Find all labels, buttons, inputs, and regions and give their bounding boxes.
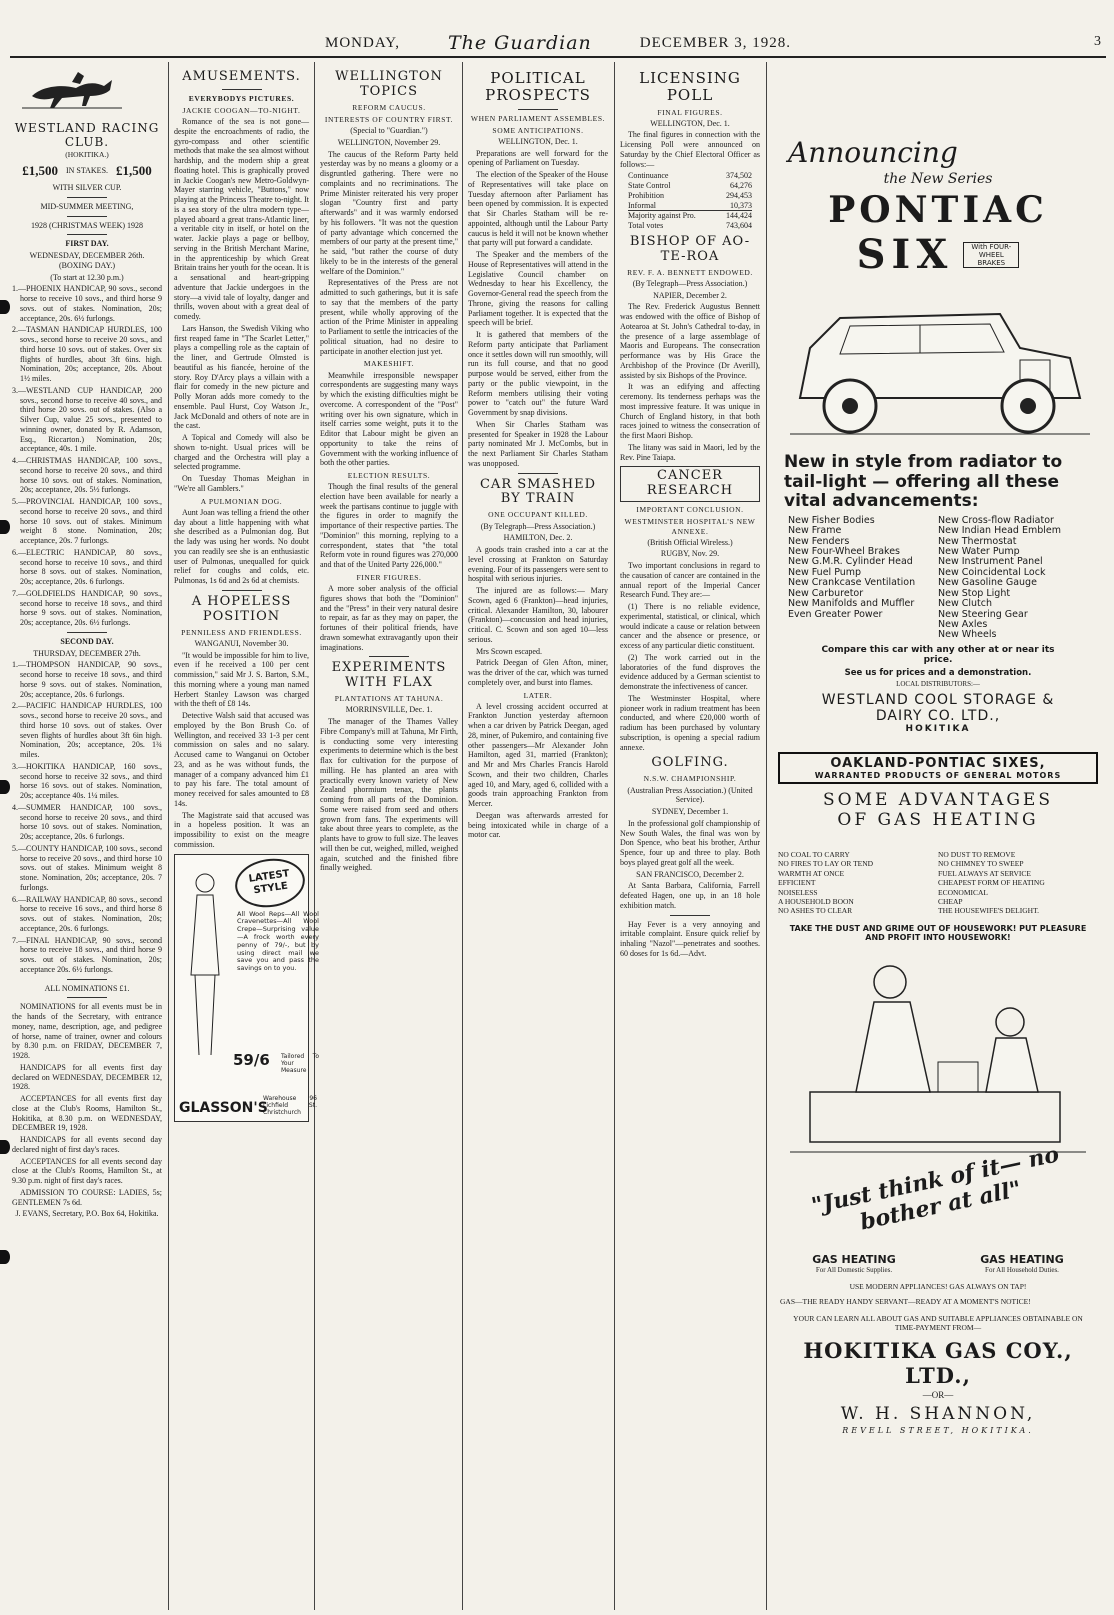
golfing-dateline: SYDNEY, December 1. xyxy=(651,807,729,817)
divider xyxy=(222,590,262,591)
compare-text: Compare this car with any other at or near its price. xyxy=(821,644,1055,665)
advantage-item: FUEL ALWAYS AT SERVICE xyxy=(938,868,1031,878)
feature-item: New G.M.R. Cylinder Head xyxy=(788,556,913,568)
feature-item: New Water Pump xyxy=(938,545,1020,557)
feature-item: New Four-Wheel Brakes xyxy=(788,545,901,557)
article-paragraph: A Topical and Comedy will also be shown to-night. Usual prices will be charged and the Orchestra will play a selected programme. xyxy=(174,433,309,472)
result-value: 374,502 xyxy=(726,171,752,181)
feature-item: New Axles xyxy=(938,619,988,631)
amusements-subheading-2: JACKIE COOGAN—TO-NIGHT. xyxy=(182,106,301,116)
use-appliances-text: USE MODERN APPLIANCES! GAS ALWAYS ON TAP! xyxy=(849,1281,1027,1291)
column-rule xyxy=(614,62,615,1610)
column-rule xyxy=(766,62,767,1610)
article-paragraph: Deegan was afterwards arrested for being intoxicated while in charge of a motor car. xyxy=(468,810,608,840)
article-paragraph: (1) There is no reliable evidence, experimental, statistical, or clinical, which would indicate a cause or relation between cancer and the absence or presence, or excess of any particular dietic constituent. xyxy=(620,602,760,651)
bishop-dateline: NAPIER, December 2. xyxy=(653,290,727,300)
masthead-title: The Guardian xyxy=(447,32,592,54)
advantage-item: NOISELESS xyxy=(778,887,818,897)
first-day-start: (To start at 12.30 p.m.) xyxy=(50,272,124,282)
licensing-dateline: WELLINGTON, Dec. 1. xyxy=(650,118,730,128)
gas-heating-subtitle: For All Household Duties. xyxy=(985,1265,1059,1274)
golfing-heading: GOLFING. xyxy=(651,755,729,771)
gas-heating-subtitle: For All Domestic Supplies. xyxy=(815,1265,893,1274)
interests-subheading: INTERESTS OF COUNTRY FIRST. xyxy=(324,115,454,125)
licensing-subheading: FINAL FIGURES. xyxy=(657,107,723,117)
notice: ACCEPTANCES for all events second day close at the Club's Rooms, Hamilton St., at 9.30 p.m. night of first day's races. xyxy=(12,1156,162,1185)
table-row xyxy=(628,221,752,231)
binding-mark xyxy=(0,780,10,794)
divider xyxy=(67,216,107,217)
gas-heating-left xyxy=(812,1253,896,1274)
advantage-item: THE HOUSEWIFE'S DELIGHT. xyxy=(938,906,1039,916)
gas-heading-1: SOME ADVANTAGES xyxy=(822,790,1053,810)
column-rule xyxy=(168,62,169,1610)
feature-item: New Fuel Pump xyxy=(788,566,862,578)
binding-mark xyxy=(0,1140,10,1154)
result-label: Prohibition xyxy=(628,190,665,200)
feature-item: New Stop Light xyxy=(938,587,1011,599)
gas-heating-title: GAS HEATING xyxy=(980,1252,1064,1266)
bishop-subheading: REV. F. A. BENNETT ENDOWED. xyxy=(627,267,753,277)
wellington-dateline: WELLINGTON, November 29. xyxy=(337,137,441,147)
article-paragraph: A more sober analysis of the official figures shows that both the "Dominion" and the "Press" in their very natural desire to repair, as far as they may on paper, the fortunes of their political friends, have drawn somewhat extravagantly upon their imaginations. xyxy=(320,584,458,652)
result-label: State Control xyxy=(628,181,671,191)
gas-company-name: HOKITIKA GAS COY., LTD., xyxy=(803,1337,1073,1388)
race-entry: 7.—FINAL HANDICAP, 90 sovs., second horse to receive 18 sovs., and third horse 9 sovs. out of stakes. Nomination, 20s; acceptance 20s. 6½ furlongs. xyxy=(12,935,162,974)
first-day-date: WEDNESDAY, DECEMBER 26th. (BOXING DAY.) xyxy=(29,251,145,270)
feature-item: New Clutch xyxy=(938,598,993,610)
feature-item: New Carburetor xyxy=(788,587,864,599)
cancer-credit: (British Official Wireless.) xyxy=(647,537,733,547)
hopeless-dateline: WANGANUI, November 30. xyxy=(194,638,289,648)
pontiac-brand: PONTIAC xyxy=(828,189,1048,231)
notice: ADMISSION TO COURSE: LADIES, 5s; GENTLEMEN 7s 6d. xyxy=(12,1187,162,1207)
pulmonian-heading: A PULMONIAN DOG. xyxy=(200,496,283,506)
brakes-badge: With FOUR-WHEEL BRAKES xyxy=(963,242,1019,268)
race-entry: 3.—WESTLAND CUP HANDICAP, 200 sovs., second horse to receive 40 sovs., and third horse 20 sovs. out of stakes. (Also a Silver Cup, value 25 sovs., presented to winning owner, donated by R. Adamson, Esq., Riccarton.) Nomination, 20s; acceptance, 40s. 1 mile. xyxy=(12,385,162,454)
advantages-left xyxy=(778,850,938,916)
divider xyxy=(67,234,107,235)
article-paragraph: Mrs Scown escaped. xyxy=(476,646,542,656)
second-day-races xyxy=(12,660,162,974)
masthead xyxy=(10,30,1106,58)
feature-item: New Cross-flow Radiator xyxy=(938,514,1054,526)
advantage-item: NO FIRES TO LAY OR TEND xyxy=(778,859,874,869)
race-entry: 5.—COUNTY HANDICAP, 100 sovs., second horse to receive 20 sovs., and third horse 10 sovs. out of stakes. Minimum weight 8 stone. Nomination, 20s; acceptance, 20s. 7 furlongs. xyxy=(12,843,162,892)
hopeless-subheading: PENNILESS AND FRIENDLESS. xyxy=(181,627,302,637)
advantage-item: NO DUST TO REMOVE xyxy=(938,850,1016,859)
election-results-heading: ELECTION RESULTS. xyxy=(347,471,431,481)
six-row xyxy=(770,231,1106,278)
later-heading: LATER. xyxy=(523,690,553,700)
housewife-illustration xyxy=(770,942,1106,1172)
gas-heating-right xyxy=(980,1253,1064,1274)
article-paragraph: Aunt Joan was telling a friend the other day about a little happening with what she described as a Pulmonian dog. But the lady was using her words. No doubt you can readily see she is an enthusiastic user of Pulmonas, unequalled for quick relief for coughs and colds, etc. Pulmonas, 1s 6d and 2s 6d at chemists. xyxy=(174,507,309,586)
feature-item: New Fisher Bodies xyxy=(788,514,875,526)
second-day-date: THURSDAY, DECEMBER 27th. xyxy=(33,648,141,658)
first-day-heading: FIRST DAY. xyxy=(65,239,109,249)
article-paragraph: The litany was said in Maori, led by the Rev. Pine Taiapa. xyxy=(620,442,760,462)
tailored-label: Tailored To Your Measure xyxy=(281,1052,319,1075)
feature-item: Even Greater Power xyxy=(788,608,883,620)
wellington-heading: WELLINGTON TOPICS xyxy=(335,69,443,99)
meeting-name: MID-SUMMER MEETING, xyxy=(40,201,134,211)
secretary: J. EVANS, Secretary, P.O. Box 64, Hokitika. xyxy=(15,1209,159,1219)
divider xyxy=(518,109,558,110)
glassons-copy: All Wool Reps—All Wool Cravenettes—All Wool Crepe—Surprising value—A frock worth every penny of 79/-, but by using direct mail we save you and pass the savings on to you. xyxy=(237,909,319,973)
cancer-heading: CANCER RESEARCH xyxy=(620,466,760,502)
masthead-day: MONDAY, xyxy=(325,34,400,51)
prize-right: £1,500 xyxy=(116,163,152,179)
article-paragraph: On Tuesday Thomas Meighan in "We're all Gamblers." xyxy=(174,474,309,493)
result-label: Majority against Pro. xyxy=(628,211,696,221)
article-paragraph: The final figures in connection with the Licensing Poll were announced on Saturday by the Chief Electoral Officer as follows:— xyxy=(620,130,760,169)
reform-caucus: REFORM CAUCUS. xyxy=(352,102,426,112)
hopeless-heading: A HOPELESS POSITION xyxy=(191,593,292,624)
feature-list xyxy=(770,516,1106,641)
advantage-item: NO COAL TO CARRY xyxy=(778,850,850,859)
amusements-subheading: EVERYBODYS PICTURES. xyxy=(188,93,295,103)
article-paragraph: A level crossing accident occurred at Frankton Junction yesterday afternoon when a car driven by Patrick Deegan, aged 28, miner, of Pukemiro, and containing five other passengers—Mr Alexander John Hamilton, aged 31, married (Frankton); and Mr and Mrs Charles Francis Harold Scown, and their two children, Charles aged 10, and Mary, aged 6, collided with a goods train approaching Frankton from Mercer. xyxy=(468,701,608,809)
prize-mid: IN STAKES. xyxy=(65,166,109,176)
article-paragraph: At Santa Barbara, California, Farrell defeated Hagen, one up, in an 18 hole exhibition match. xyxy=(620,881,760,910)
licensing-heading: LICENSING POLL xyxy=(639,69,741,105)
article-paragraph: "It would be impossible for him to live, even if he received a 100 per cent commission," said Mr J. S. Barton, S.M., this morning where a young man named Herbert Stanley Lawson was charged with the theft of £8 14s. xyxy=(174,650,309,709)
dealer-name: WESTLAND COOL STORAGE & DAIRY CO. LTD., xyxy=(821,691,1055,724)
banner-subtitle: WARRANTED PRODUCTS OF GENERAL MOTORS xyxy=(814,770,1062,780)
article-paragraph: The caucus of the Reform Party held yesterday was by no means a gloomy or a disgruntled gathering. There were no complaints and no recriminations. The Prime Minister reiterated his very proper slogan "Country first and party afterwards" and it was warmly endorsed by his followers. "It was not the question of party advantage which concerned the members of our party at the present time," he said, "but rather the course of duty likely to be in the interests of the general welfare of the Dominion." xyxy=(320,149,458,276)
licensing-results-table xyxy=(620,171,760,231)
binding-mark xyxy=(0,520,10,534)
sf-dateline: SAN FRANCISCO, December 2. xyxy=(636,869,744,879)
article-paragraph: Romance of the sea is not gone—despite the encroachments of radio, the gyro-compass and other scientific methods that make the sea almost without hardship, and the modern ship a great floating hotel. This is graphically proved in Jackie Coogan's new Metro-Goldwyn-Mayer starring vehicle, "Buttons," now playing at the Princess Theatre to-night. It is a sea story of the ultra modern type—played aboard a great trans-Atlantic liner, a veritable city in itself, or hotel on the water. Jackie plays a page or bellboy, serving in the British Merchant Marine, in the apprenticeship by which Great Britain trains her youth for the ocean. It is a sensational and heart-gripping adventure that Jackie undergoes in the story—a vivid tale of loyalty, danger and thrills, woven about with a great deal of comedy. xyxy=(174,117,309,322)
binding-mark xyxy=(0,300,10,314)
article-paragraph: The manager of the Thames Valley Fibre Company's mill at Tahuna, Mr Firth, is conducting some very interesting experiments to determine which is the best flax for cultivation for the purpose of milling. He has planted an area with practically every known variety of New Zealand phormium tenax, the plants coming from all parts of the Dominion. Some were raised from seed and others grown from fans. The experiments will take about three years to complete, as the plants have to grow to full size. The leaves will then be cut, weighed, milled, weighed again, scutched and the finished fibre finally weighed. xyxy=(320,717,458,873)
article-paragraph: In the professional golf championship of New South Wales, the final was won by Don Spence, who beat his brother, Arthur Spence, four up and three to play. Both boys played great golf all the week. xyxy=(620,818,760,867)
divider xyxy=(67,197,107,198)
table-row xyxy=(628,171,752,181)
notice: HANDICAPS for all events second day declared night of first day's races. xyxy=(12,1135,162,1154)
table-row xyxy=(628,201,752,212)
feature-item: New Frame xyxy=(788,525,842,537)
race-entry: 6.—RAILWAY HANDICAP, 80 sovs., second horse to receive 16 sovs., and third horse 8 sovs. out of stakes. Nomination, 20s; acceptance, 20s. 6 furlongs. xyxy=(12,894,162,933)
pontiac-advertisement xyxy=(770,66,1106,780)
wellington-topics-column xyxy=(316,66,462,1606)
political-heading: POLITICAL PROSPECTS xyxy=(485,69,591,105)
pontiac-car-illustration xyxy=(770,278,1106,448)
article-paragraph: Though the final results of the general election have been available for nearly a week the partisans continue to juggle with the figures in order to magnify the importance of their respective parties. The "Dominion" this morning, replying to a correspondent, states that "the total Reform vote in round figures was 270,000 and that of the United Party 226,000." xyxy=(320,482,458,570)
advantage-item: CHEAPEST FORM OF HEATING xyxy=(938,878,1045,888)
article-paragraph: Patrick Deegan of Glen Afton, miner, was the driver of the car, which was turned completely over, and burst into flames. xyxy=(468,658,608,687)
finer-figures-heading: FINER FIGURES. xyxy=(356,572,422,582)
club-place: (HOKITIKA.) xyxy=(65,150,109,159)
feature-item: New Gasoline Gauge xyxy=(938,577,1037,589)
shannon-name: W. H. SHANNON, xyxy=(840,1403,1036,1424)
article-paragraph: Meanwhile irresponsible newspaper correspondents are suggesting many ways by which the existing difficulties might be overcome. A correspondent of the "Post" writing over his own signature, which in itself carries some weight, puts it to the Editor that Labour might be given an opportunity to take the reins of Government with the working influence of both the other parties. xyxy=(320,370,458,468)
or-text: —OR— xyxy=(922,1389,954,1400)
woman-figure-illustration xyxy=(179,865,231,1065)
gas-heating-pair xyxy=(770,1253,1106,1274)
flax-subheading: PLANTATIONS AT TAHUNA. xyxy=(334,694,444,704)
feature-item: New Indian Head Emblem xyxy=(938,525,1061,537)
amusements-heading: AMUSEMENTS. xyxy=(182,69,301,84)
dealer-town: HOKITIKA xyxy=(905,723,971,734)
gas-heating-advertisement xyxy=(770,760,1106,1606)
shannon-address: REVELL STREET, HOKITIKA. xyxy=(842,1425,1034,1435)
meeting-week: 1928 (CHRISTMAS WEEK) 1928 xyxy=(30,220,144,230)
feature-list-left xyxy=(788,516,938,641)
flax-dateline: MORRINSVILLE, Dec. 1. xyxy=(345,705,433,715)
feature-item: New Wheels xyxy=(938,629,997,641)
article-paragraph: The Westminster Hospital, where pioneer work in radium treatment has been conducted, and where £20,000 worth of radium has been purchased by voluntary subscription, is opening a special radium annexe. xyxy=(620,693,760,752)
divider xyxy=(222,89,262,90)
advantage-item: WARMTH AT ONCE xyxy=(778,868,845,878)
see-us-text: See us for prices and a demonstration. xyxy=(844,667,1032,678)
feature-item: New Steering Gear xyxy=(938,608,1028,620)
article-paragraph: A goods train crashed into a car at the level crossing at Frankton on Saturday evening. Four of its passengers were sent to hospital with serious injuries. xyxy=(468,545,608,584)
result-label: Total votes xyxy=(628,221,664,231)
divider xyxy=(369,656,409,657)
glassons-price: 59/6 xyxy=(233,1050,270,1069)
gas-heating-title: GAS HEATING xyxy=(812,1252,896,1266)
pontiac-brand-row xyxy=(770,189,1106,231)
article-paragraph: Representatives of the Press are not admitted to such gatherings, but it is safe to say that the members of the party present, while wholly approving of the action of the Prime Minister in appealing to Parliament to settle the intricacies of the political situation, had no desire to participate in another election just yet. xyxy=(320,278,458,356)
first-day-races xyxy=(12,284,162,628)
amusements-column xyxy=(170,66,319,1606)
divider xyxy=(518,473,558,474)
second-day-heading: SECOND DAY. xyxy=(60,636,114,646)
race-entry: 1.—THOMPSON HANDICAP, 90 sovs., second horse to receive 18 sovs., and third horse 9 sovs. out of stakes. Nomination, 20s; acceptance, 20s. 6 furlongs. xyxy=(12,660,162,699)
glassons-address: Warehouse 96 Lichfield St. Christchurch xyxy=(263,1094,317,1117)
makeshift-heading: MAKESHIFT. xyxy=(363,359,415,369)
result-label: Continuance xyxy=(628,171,669,181)
latest-style-badge: LATEST STYLE xyxy=(232,854,308,911)
article-paragraph: The election of the Speaker of the House of Representatives will take place on Tuesday afternoon after Parliament has been opened by commission. It is expected that Sir Charles Statham will be re-appointed, although until the Labour Party caucus is held it will not be known whether that party will put forward a candidate. xyxy=(468,170,608,248)
article-paragraph: The Magistrate said that accused was in a hopeless position. It was an impossibility to exist on the meagre commission. xyxy=(174,810,309,849)
binding-mark xyxy=(0,1250,10,1264)
article-paragraph: Two important conclusions in regard to the causation of cancer are contained in the annual report of the Imperial Cancer Research Fund. They are:— xyxy=(620,561,760,600)
all-nominations: ALL NOMINATIONS £1. xyxy=(44,983,130,993)
feature-item: New Instrument Panel xyxy=(938,556,1043,568)
article-paragraph: It is gathered that members of the Reform party anticipate that Parliament once it settles down will run smoothly, will run its full course, and that no good purpose would be served, either from the party or the public viewpoint, in the Reform members utilising their voting power to "catch out" the future Ward Government by snap divisions. xyxy=(468,330,608,418)
racehorse-illustration xyxy=(12,68,132,112)
feature-item: New Thermostat xyxy=(938,535,1017,547)
divider xyxy=(67,632,107,633)
notice: NOMINATIONS for all events must be in the hands of the Secretary, with entrance money, name, description, age, and pedigree of horse, name of trainer, owner and colours by 8.30 p.m. on FRIDAY, DECEMBER 7, 1928. xyxy=(12,1002,162,1060)
feature-item: New Coincidental Lock xyxy=(938,566,1046,578)
political-subheading: WHEN PARLIAMENT ASSEMBLES. xyxy=(470,113,606,123)
cancer-dateline: RUGBY, Nov. 29. xyxy=(660,549,720,559)
car-subheading: ONE OCCUPANT KILLED. xyxy=(488,510,588,520)
page-number: 3 xyxy=(1094,34,1102,49)
article-paragraph: The Rev. Frederick Augustus Bennett was endowed with the office of Bishop of Aotearoa at St. John's Cathedral to-day, in the presence of a large assemblage of Maoris and Europeans. The consecration performance was by His Grace the Archbishop of the Province (Dr Averill), assisted by six Bishops of the Province. xyxy=(620,302,760,380)
table-row xyxy=(628,211,752,221)
article-paragraph: The injured are as follows:— Mary Scown, aged 6 (Frankton)—head injuries, critical. Alexander Hamilton, 30, labourer (Frankton)—concussion and head injuries, critical. C. Scown and son aged 10—less serious. xyxy=(468,586,608,644)
article-paragraph: Lars Hanson, the Swedish Viking who first reaped fame in "The Scarlet Letter," plays a compelling role as the captain of the liner, and Gertrude Olmsted is beautiful as his fiancée, heroine of the story. Roy D'Arcy plays a villain with a flair for comedy in the new picture and Polly Moran adds more comedy to the ensemble. Paul Hurst, Coy Watson Jr., Jack McDonald and others of note are in the cast. xyxy=(174,323,309,431)
race-entry: 5.—PROVINCIAL HANDICAP, 100 sovs., second horse to receive 20 sovs., and third horse 10 sovs. out of stakes. Minimum weight 8 stone. Nomination, 20s; acceptance, 20s. 7 furlongs. xyxy=(12,497,162,545)
advantage-item: EFFICIENT xyxy=(778,878,816,888)
advantage-item: NO ASHES TO CLEAR xyxy=(778,906,853,916)
news-column xyxy=(616,66,764,1606)
article-paragraph: It was an edifying and affecting ceremony. Its tenderness perhaps was the most impressive feature. It was unique in Church of England history, in that both races joined to witness the consecration of the first Maori Bishop. xyxy=(620,382,760,441)
table-row xyxy=(628,181,752,191)
result-value: 144,424 xyxy=(726,211,752,221)
notice: ACCEPTANCES for all events first day close at the Club's Rooms, Hamilton St., Hokitika, at 8.30 p.m. on WEDNESDAY, DECEMBER 19, 1928. xyxy=(12,1094,162,1133)
race-entry: 7.—GOLDFIELDS HANDICAP, 90 sovs., second horse to receive 18 sovs., and third horse 9 sovs. out of stakes. Nomination, 20s; acceptance, 20s. 6½ furlongs. xyxy=(12,588,162,627)
pontiac-tagline: New in style from radiator to tail-light — offering all these vital advancements: xyxy=(784,452,1063,512)
result-value: 743,604 xyxy=(726,221,752,231)
gas-servant-text: GAS—THE READY HANDY SERVANT—READY AT A MOMENT'S NOTICE! xyxy=(780,1296,1031,1306)
learn-text: YOUR CAN LEARN ALL ABOUT GAS AND SUITABLE APPLIANCES OBTAINABLE ON TIME-PAYMENT FROM— xyxy=(793,1313,1083,1332)
article-paragraph: (2) The work carried out in the laboratories of the fund disproves the evidence adduced by a German scientist to demonstrate the infectiveness of cancer. xyxy=(620,652,760,692)
feature-list-right xyxy=(938,516,1088,641)
announcing-text: Announcing xyxy=(788,136,958,169)
glassons-advertisement xyxy=(174,854,319,1122)
bishop-heading: BISHOP OF AO-TE-ROA xyxy=(629,233,751,264)
take-dust-text: TAKE THE DUST AND GRIME OUT OF HOUSEWORK! PUT PLEASURE AND PROFIT INTO HOUSEWORK! xyxy=(789,923,1087,942)
political-dateline: WELLINGTON, Dec. 1. xyxy=(498,136,578,146)
gas-advantages xyxy=(770,830,1106,916)
advantage-item: A HOUSEHOLD BOON xyxy=(778,896,854,906)
divider xyxy=(670,915,710,916)
prize-line xyxy=(12,163,162,179)
masthead-date: DECEMBER 3, 1928. xyxy=(639,34,791,51)
nazol-advert: Hay Fever is a very annoying and irritable complaint. Ensure quick relief by inhaling "Nazol"—penetrates and soothes. 60 doses for 1s 6d.—Advt. xyxy=(620,919,760,958)
prize-left: £1,500 xyxy=(22,163,58,179)
article-paragraph: The Speaker and the members of the House of Representatives will attend in the Legislative Council chamber on Wednesday to hear his Excellency, the Governor-General read the speech from the Throne, giving the reasons for calling Parliament together. It is expected that the speech will be brief. xyxy=(468,250,608,328)
cancer-subheading-2: WESTMINSTER HOSPITAL'S NEW ANNEXE. xyxy=(624,517,756,536)
advantage-item: CHEAP xyxy=(938,896,963,906)
divider xyxy=(67,997,107,998)
cancer-subheading: IMPORTANT CONCLUSION. xyxy=(636,505,744,515)
race-entry: 3.—HOKITIKA HANDICAP, 160 sovs., second horse to receive 32 sovs., and third horse 16 sovs. out of stakes. Nomination, 20s; acceptance 40s. 1¼ miles. xyxy=(12,761,162,800)
result-value: 294,453 xyxy=(726,190,752,200)
local-distributors: LOCAL DISTRIBUTORS:— xyxy=(896,679,980,688)
race-entry: 2.—PACIFIC HANDICAP HURDLES, 100 sovs., second horse to receive 20 sovs., and third horse 10 sovs. out of stakes. Over seven flights of hurdles about 3ft 6in high. Nomination, 20s; acceptance, 20s. 1¾ miles. xyxy=(12,701,162,759)
race-entry: 4.—CHRISTMAS HANDICAP, 100 sovs., second horse to receive 20 sovs., and third horse 10 sovs. out of stakes. Nomination, 20s; acceptance, 20s. 5½ furlongs. xyxy=(12,456,162,495)
article-paragraph: Detective Walsh said that accused was employed by the Bon Brush Co. of Wellington, and received 33 1-3 per cent commission on sales and no salary. Accused came to Wanganui on October 23, and as he was without funds, the manager of a company advanced him £1 to pay his fare. The total amount of money received for sales amounted to £8 14s. xyxy=(174,711,309,808)
silver-cup: WITH SILVER CUP. xyxy=(52,183,122,192)
result-value: 64,276 xyxy=(730,181,752,191)
special-credit: (Special to "Guardian.") xyxy=(350,126,428,136)
advantage-item: ECONOMICAL xyxy=(938,887,988,897)
column-rule xyxy=(462,62,463,1610)
six-label: SIX xyxy=(856,231,954,278)
bishop-credit: (By Telegraph—Press Association.) xyxy=(632,278,748,288)
just-think-slogan: "Just think of it— no bother at all" xyxy=(809,1140,1062,1236)
glassons-name: GLASSON'S xyxy=(179,1099,268,1116)
golfing-credit: (Australian Press Association.) (United Service). xyxy=(627,785,753,805)
advantage-item: NO CHIMNEY TO SWEEP xyxy=(938,859,1024,869)
car-heading: CAR SMASHED BY TRAIN xyxy=(479,476,596,507)
article-paragraph: Preparations are well forward for the opening of Parliament on Tuesday. xyxy=(468,148,608,168)
feature-item: New Fenders xyxy=(788,535,850,547)
golfing-subheading: N.S.W. CHAMPIONSHIP. xyxy=(643,774,737,784)
racing-advertisement xyxy=(8,66,166,1606)
banner-title: OAKLAND-PONTIAC SIXES, xyxy=(830,755,1046,771)
race-entry: 1.—PHOENIX HANDICAP, 90 sovs., second horse to receive 10 sovs., and third horse 9 sovs. out of stakes. Nomination, 20s; acceptance, 20s. 6½ furlongs. xyxy=(12,284,162,323)
result-value: 10,373 xyxy=(730,200,752,210)
article-paragraph: When Sir Charles Statham was presented for Speaker in 1928 the Labour party nominated Mr J. McCombs, but in the next Parliament Sir Charles Statham was unopposed. xyxy=(468,419,608,468)
race-entry: 6.—ELECTRIC HANDICAP, 80 sovs., second horse to receive 10 sovs., and third horse 8 sovs. out of stakes. Nomination, 20s; acceptance, 20s. 6 furlongs. xyxy=(12,547,162,586)
feature-item: New Crankcase Ventilation xyxy=(788,577,916,589)
divider xyxy=(67,979,107,980)
political-column xyxy=(464,66,612,1606)
political-subheading-2: SOME ANTICIPATIONS. xyxy=(492,125,584,135)
car-credit: (By Telegraph—Press Association.) xyxy=(480,521,596,531)
result-label: Informal xyxy=(628,200,656,210)
flax-heading: EXPERIMENTS WITH FLAX xyxy=(331,660,447,691)
table-row xyxy=(628,191,752,201)
car-dateline: HAMILTON, Dec. 2. xyxy=(503,533,573,543)
race-entry: 2.—TASMAN HANDICAP HURDLES, 100 sovs., second horse to receive 20 sovs., and third horse 10 sovs. out of stakes. Over six flights of hurdles, about 3ft 6ins. high. Nomination, 20s; acceptance, 20s. About 1½ miles. xyxy=(12,325,162,383)
new-series-text: the New Series xyxy=(883,171,993,187)
gas-heading-2: OF GAS HEATING xyxy=(837,810,1039,830)
club-name: WESTLAND RACING CLUB. xyxy=(14,120,160,150)
race-entry: 4.—SUMMER HANDICAP, 100 sovs., second horse to receive 20 sovs., and third horse 10 sovs. out of stakes. Nomination, 20s; acceptance, 20s. 6 furlongs. xyxy=(12,802,162,841)
advantages-right xyxy=(938,850,1098,916)
notice: HANDICAPS for all events first day declared on WEDNESDAY, DECEMBER 12, 1928. xyxy=(12,1062,162,1092)
feature-item: New Manifolds and Muffler xyxy=(788,598,915,610)
column-rule xyxy=(314,62,315,1610)
